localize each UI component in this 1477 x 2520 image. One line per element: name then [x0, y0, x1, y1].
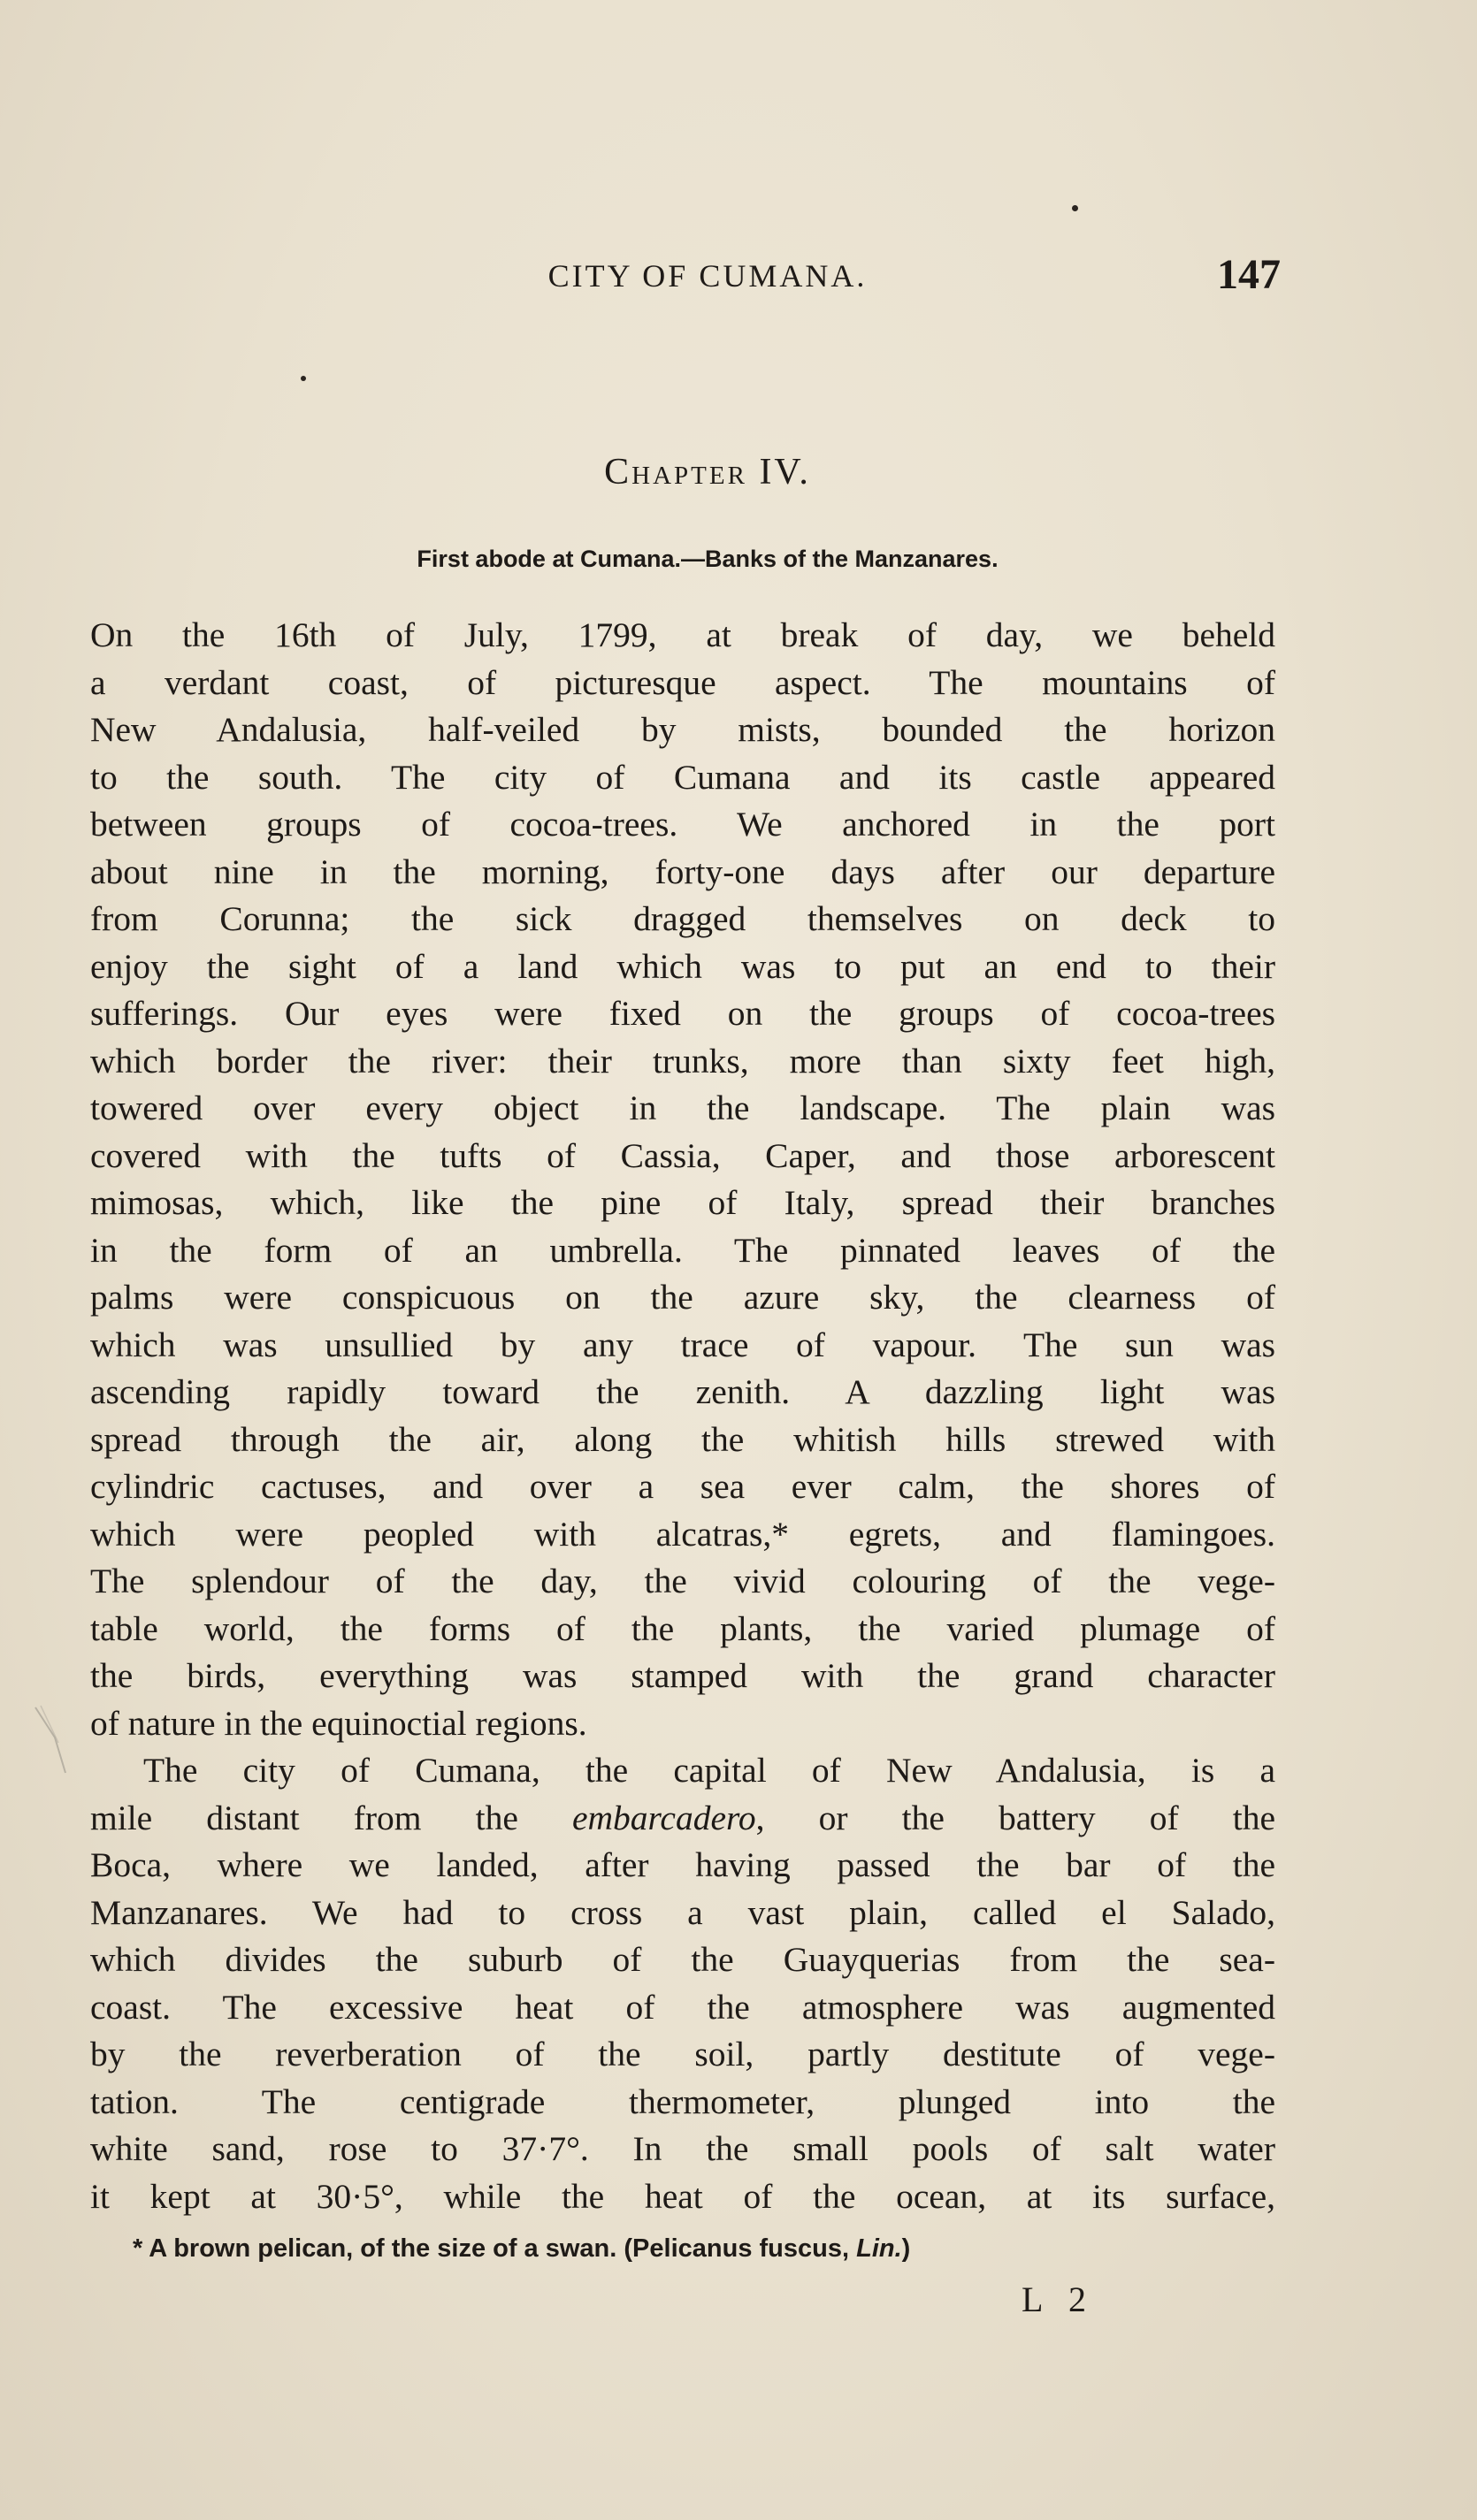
body-text [90, 612, 1275, 2220]
text-line: spread through the air, along the whitish hills strewed with [90, 1419, 1275, 1459]
text-line: which were peopled with alcatras,* egrets, and flamingoes. [90, 1514, 1275, 1554]
text-fragment: , or the battery of the [755, 1798, 1275, 1837]
footnote-text: * A brown pelican, of the size of a swan. (Pelicanus fuscus, [133, 2234, 850, 2263]
text-line: a verdant coast, of picturesque aspect. The mountains of [90, 662, 1275, 702]
text-line: white sand, rose to 37·7°. In the small pools of salt water [90, 2129, 1275, 2168]
text-line: covered with the tufts of Cassia, Caper, and those arborescent [90, 1135, 1275, 1175]
text-line: New Andalusia, half-veiled by mists, bounded the horizon [90, 710, 1275, 749]
text-line: Manzanares. We had to cross a vast plain, called el Salado, [90, 1892, 1275, 1932]
chapter-title: Chapter IV. [604, 452, 811, 493]
text-line: enjoy the sight of a land which was to put an end to their [90, 946, 1275, 986]
text-line: about nine in the morning, forty-one days after our departure [90, 851, 1275, 891]
text-line: mimosas, which, like the pine of Italy, spread their branches [90, 1183, 1275, 1222]
text-line: sufferings. Our eyes were fixed on the groups of cocoa-trees [90, 994, 1275, 1033]
ink-speck [301, 376, 306, 381]
ink-speck [1072, 205, 1078, 211]
footnote-closing: ) [901, 2234, 911, 2263]
text-line: The city of Cumana, the capital of New Andalusia, is a [143, 1751, 1275, 1790]
running-head [142, 250, 1281, 303]
running-title: CITY OF CUMANA. [547, 258, 868, 294]
chapter-subtitle: First abode at Cumana.—Banks of the Manzanares. [417, 546, 999, 572]
text-line: of nature in the equinoctial regions. [90, 1703, 587, 1743]
text-line: tation. The centigrade thermometer, plunged into the [90, 2081, 1275, 2121]
text-line: coast. The excessive heat of the atmosphere was augmented [90, 1987, 1275, 2027]
text-line: ascending rapidly toward the zenith. A dazzling light was [90, 1372, 1275, 1411]
text-line: cylindric cactuses, and over a sea ever calm, the shores of [90, 1467, 1275, 1506]
signature-mark: L 2 [1022, 2279, 1095, 2319]
text-line: the birds, everything was stamped with the grand character [90, 1656, 1275, 1695]
text-line: in the form of an umbrella. The pinnated leaves of the [90, 1230, 1275, 1270]
page-number: 147 [1217, 251, 1281, 298]
text-line: to the south. The city of Cumana and its castle appeared [90, 757, 1275, 797]
text-line: towered over every object in the landscape. The plain was [90, 1088, 1275, 1127]
footnote [133, 2234, 1265, 2264]
text-line: between groups of cocoa-trees. We anchored in the port [90, 805, 1275, 844]
text-line-with-emphasis [90, 1795, 1275, 1843]
text-line: table world, the forms of the plants, the varied plumage of [90, 1608, 1275, 1648]
text-line: On the 16th of July, 1799, at break of day, we beheld [90, 615, 1275, 654]
text-line: it kept at 30·5°, while the heat of the ocean, at its surface, [90, 2176, 1275, 2216]
text-line: which divides the suburb of the Guayquerias from the sea- [90, 1940, 1275, 1979]
text-line: which was unsullied by any trace of vapour. The sun was [90, 1325, 1275, 1364]
text-line: palms were conspicuous on the azure sky, the clearness of [90, 1278, 1275, 1317]
text-line: The splendour of the day, the vivid colouring of the vege- [90, 1562, 1275, 1600]
text-line: which border the river: their trunks, more than sixty feet high, [90, 1041, 1275, 1081]
footnote-author: Lin. [856, 2234, 902, 2263]
text-fragment: mile distant from the [90, 1798, 518, 1837]
text-line: from Corunna; the sick dragged themselves on deck to [90, 899, 1275, 938]
text-line: by the reverberation of the soil, partly destitute of vege- [90, 2035, 1275, 2073]
emphasized-term: embarcadero [571, 1798, 756, 1837]
margin-smudge [28, 1702, 73, 1782]
text-line: Boca, where we landed, after having passed the bar of the [90, 1845, 1275, 1884]
